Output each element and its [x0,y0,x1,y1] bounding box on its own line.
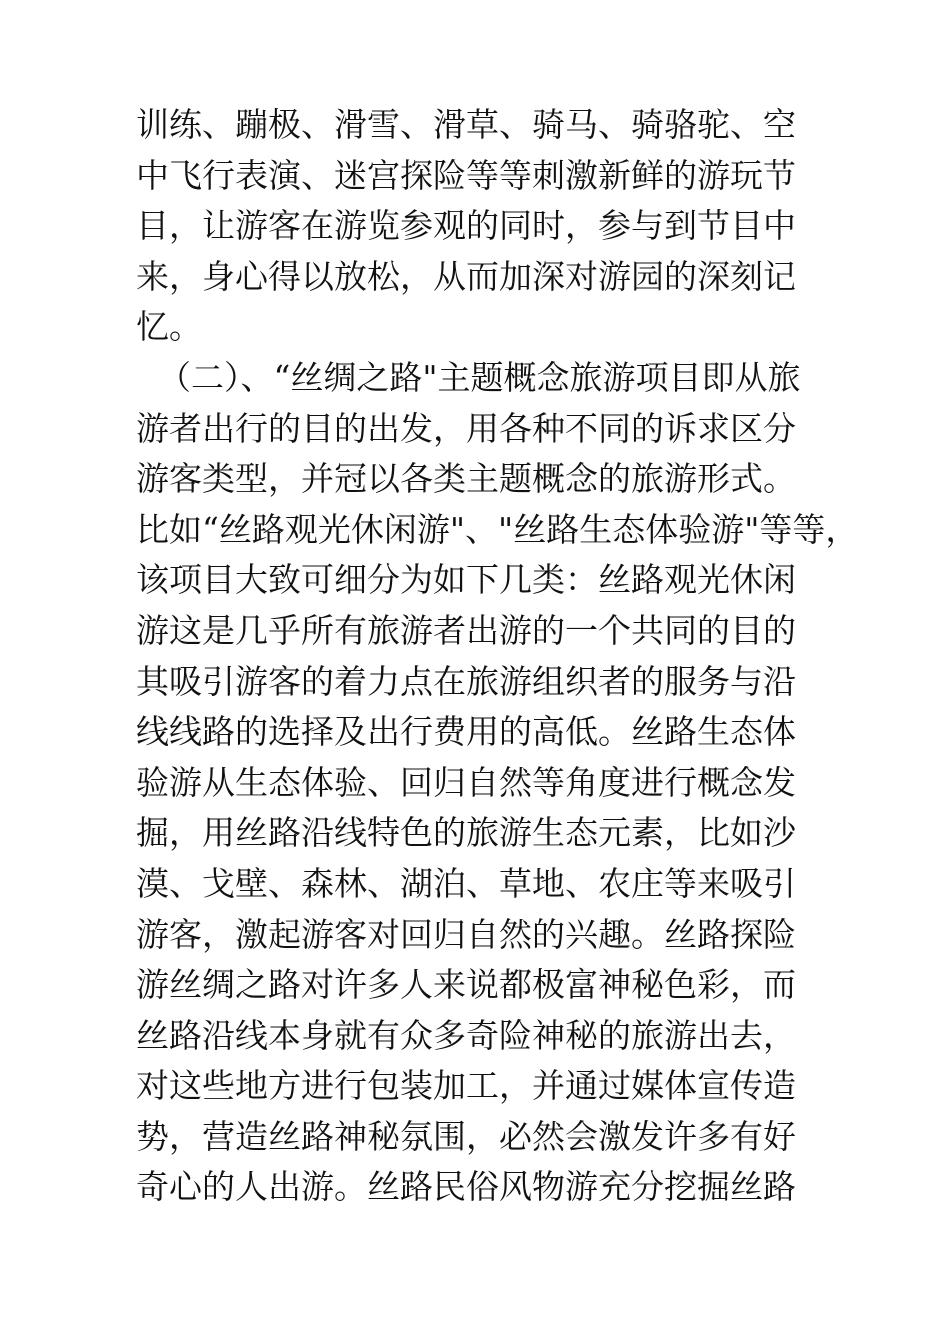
text-line: 漠、戈壁、森林、湖泊、草地、农庄等来吸引 [136,863,796,903]
text-line: 忆。 [136,307,202,347]
text-line: 该项目大致可细分为如下几类：丝路观光休闲 [136,560,796,600]
text-line: 游丝绸之路对许多人来说都极富神秘色彩，而 [136,965,796,1005]
text-line: 丝路沿线本身就有众多奇险神秘的旅游出去， [136,1015,796,1055]
text-line: 目，让游客在游览参观的同时，参与到节目中 [136,206,796,246]
text-line: 对这些地方进行包装加工，并通过媒体宣传造 [136,1066,796,1106]
text-line: 比如“丝路观光休闲游"、"丝路生态体验游"等等， [136,509,859,549]
text-line: （二）、“丝绸之路"主题概念旅游项目即从旅 [158,357,801,397]
text-line: 游这是几乎所有旅游者出游的一个共同的目的 [136,610,796,650]
text-line: 势，营造丝路神秘氛围，必然会激发许多有好 [136,1116,796,1156]
text-line: 掘，用丝路沿线特色的旅游生态元素，比如沙 [136,813,796,853]
text-line: 来，身心得以放松，从而加深对游园的深刻记 [136,256,796,296]
body-text [136,100,859,1213]
text-line: 游客，激起游客对回归自然的兴趣。丝路探险 [136,914,796,954]
text-line: 中飞行表演、迷宫探险等等刺激新鲜的游玩节 [136,155,796,195]
text-line: 线线路的选择及出行费用的高低。丝路生态体 [136,712,796,752]
text-line: 训练、蹦极、滑雪、滑草、骑马、骑骆驼、空 [136,105,796,144]
text-line: 游者出行的目的出发，用各种不同的诉求区分 [136,408,796,448]
text-line: 游客类型，并冠以各类主题概念的旅游形式。 [136,459,796,499]
text-line: 奇心的人出游。丝路民俗风物游充分挖掘丝路 [136,1167,796,1207]
text-line: 其吸引游客的着力点在旅游组织者的服务与沿 [136,661,796,701]
text-line: 验游从生态体验、回归自然等角度进行概念发 [136,762,796,802]
